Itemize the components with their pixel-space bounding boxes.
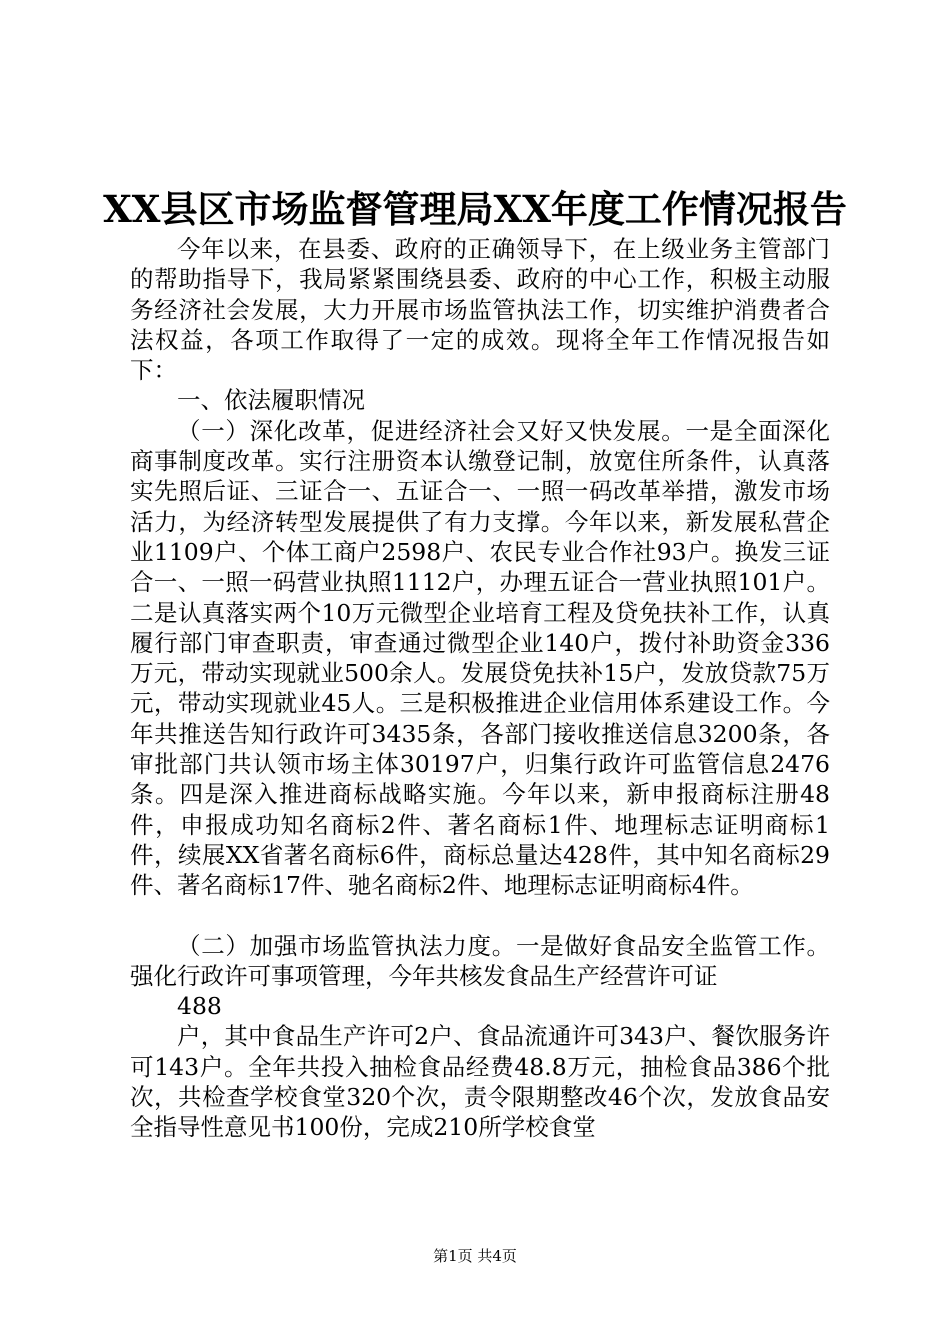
paragraph-gap [130, 901, 830, 931]
document-title: XX县区市场监督管理局XX年度工作情况报告 [103, 187, 847, 231]
section-heading: 一、依法履职情况 [177, 386, 365, 415]
paragraph-number-line: 488 [177, 992, 222, 1021]
paragraph-reform: （一）深化改革，促进经济社会又好又快发展。一是全面深化商事制度改革。实行注册资本认缴登记制，放宽住所条件，认真落实先照后证、三证合一、五证合一、一照一码改革举措，激发市场活力，为经济转型发展提供了有力支撑。今年以来，新发展私营企业1109户、个体工商户2598户、农民专业合作社93户。换发三证合一、一照一码营业执照1112户，办理五证合一营业执照101户。二是认真落实两个10万元微型企业培育工程及贷免扶补工作，认真履行部门审查职责，审查通过微型企业140户，拨付补助资金336万元，带动实现就业500余人。发展贷免扶补15户，发放贷款75万元，带动实现就业45人。三是积极推进企业信用体系建设工作。今年共推送告知行政许可3435条，各部门接收推送信息3200条，各审批部门共认领市场主体30197户，归集行政许可监管信息2476条。四是深入推进商标战略实施。今年以来，新申报商标注册48件，申报成功知名商标2件、著名商标1件、地理标志证明商标1件，续展XX省著名商标6件，商标总量达428件，其中知名商标29件、著名商标17件、驰名商标2件、地理标志证明商标4件。 [130, 416, 830, 900]
paragraph-food-safety: 户，其中食品生产许可2户、食品流通许可343户、餐饮服务许可143户。全年共投入抽检食品经费48.8万元，抽检食品386个批次，共检查学校食堂320个次，责令限期整改46个次，发放食品安全指导性意见书100份，完成210所学校食堂 [130, 1022, 830, 1142]
paragraph-intro: 今年以来，在县委、政府的正确领导下，在上级业务主管部门的帮助指导下，我局紧紧围绕县委、政府的中心工作，积极主动服务经济社会发展，大力开展市场监管执法工作，切实维护消费者合法权益，各项工作取得了一定的成效。现将全年工作情况报告如下： [130, 235, 830, 385]
page-footer: 第1页 共4页 [433, 1247, 517, 1265]
document-body [130, 234, 830, 1143]
paragraph-enforcement: （二）加强市场监管执法力度。一是做好食品安全监管工作。强化行政许可事项管理，今年共核发食品生产经营许可证 [130, 931, 830, 990]
